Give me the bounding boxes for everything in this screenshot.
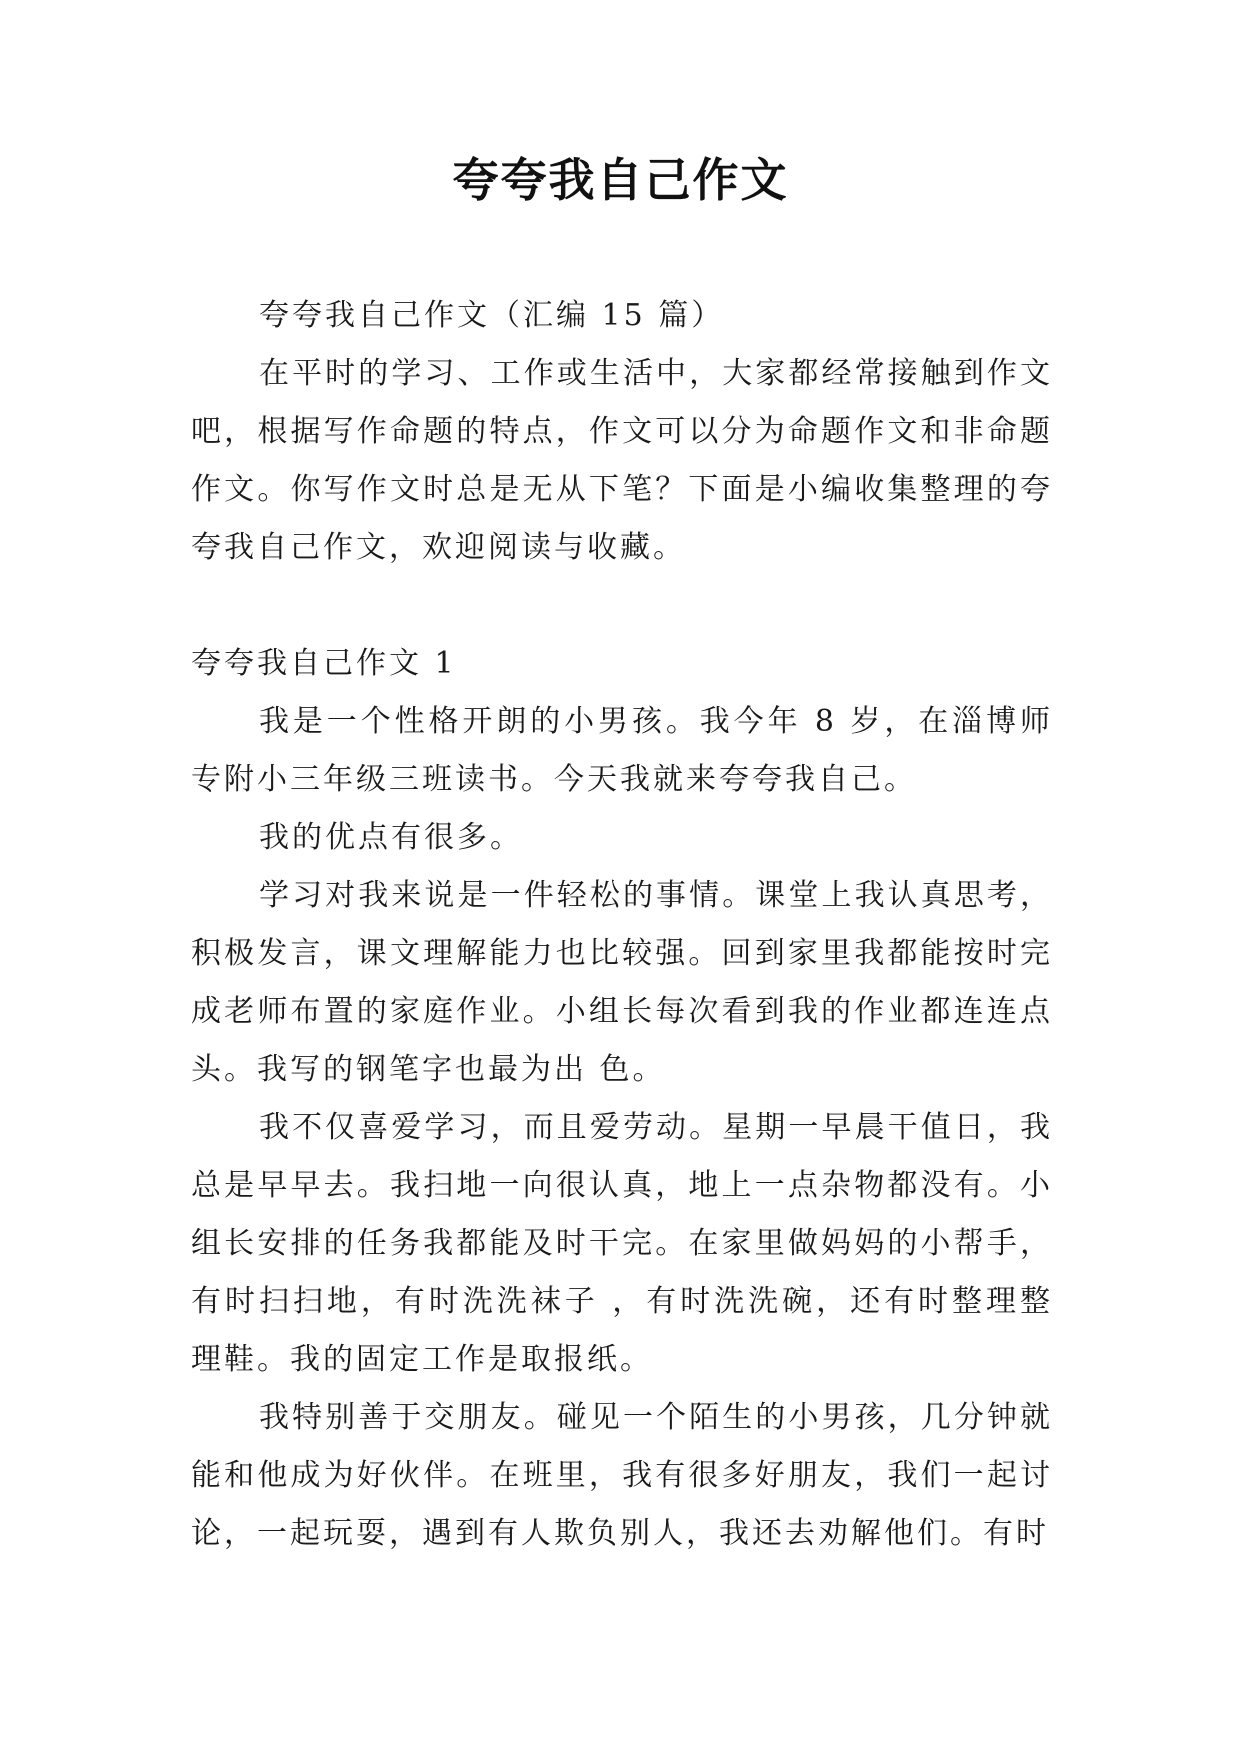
paragraph-gap <box>191 577 1053 635</box>
document-title: 夸夸我自己作文 <box>452 153 789 207</box>
body-paragraph: 我的优点有很多。 <box>259 820 523 855</box>
body-paragraph: 学习对我来说是一件轻松的事情。课堂上我认真思考，积极发言，课文理解能力也比较强。回到家里我都能按时完成老师布置的家庭作业。小组长每次看到我的作业都连连点头。我写的钢笔字也最为出 色。 <box>191 878 1053 1087</box>
section-heading: 夸夸我自己作文 1 <box>191 646 457 681</box>
intro-subtitle: 夸夸我自己作文（汇编 15 篇） <box>259 298 725 333</box>
document-body <box>191 287 1053 1563</box>
body-paragraph: 我是一个性格开朗的小男孩。我今年 8 岁，在淄博师专附小三年级三班读书。今天我就来夸夸我自己。 <box>191 704 1053 797</box>
body-paragraph: 我不仅喜爱学习，而且爱劳动。星期一早晨干值日，我总是早早去。我扫地一向很认真，地上一点杂物都没有。小组长安排的任务我都能及时干完。在家里做妈妈的小帮手，有时扫扫地，有时洗洗袜子 ，有时洗洗碗，还有时整理整理鞋。我的固定工作是取报纸。 <box>191 1110 1053 1377</box>
intro-paragraph: 在平时的学习、工作或生活中，大家都经常接触到作文吧，根据写作命题的特点，作文可以分为命题作文和非命题作文。你写作文时总是无从下笔？下面是小编收集整理的夸夸我自己作文，欢迎阅读与收藏。 <box>191 356 1053 565</box>
body-paragraph: 我特别善于交朋友。碰见一个陌生的小男孩，几分钟就能和他成为好伙伴。在班里，我有很多好朋友，我们一起讨论，一起玩耍，遇到有人欺负别人，我还去劝解他们。有时 <box>191 1400 1053 1551</box>
